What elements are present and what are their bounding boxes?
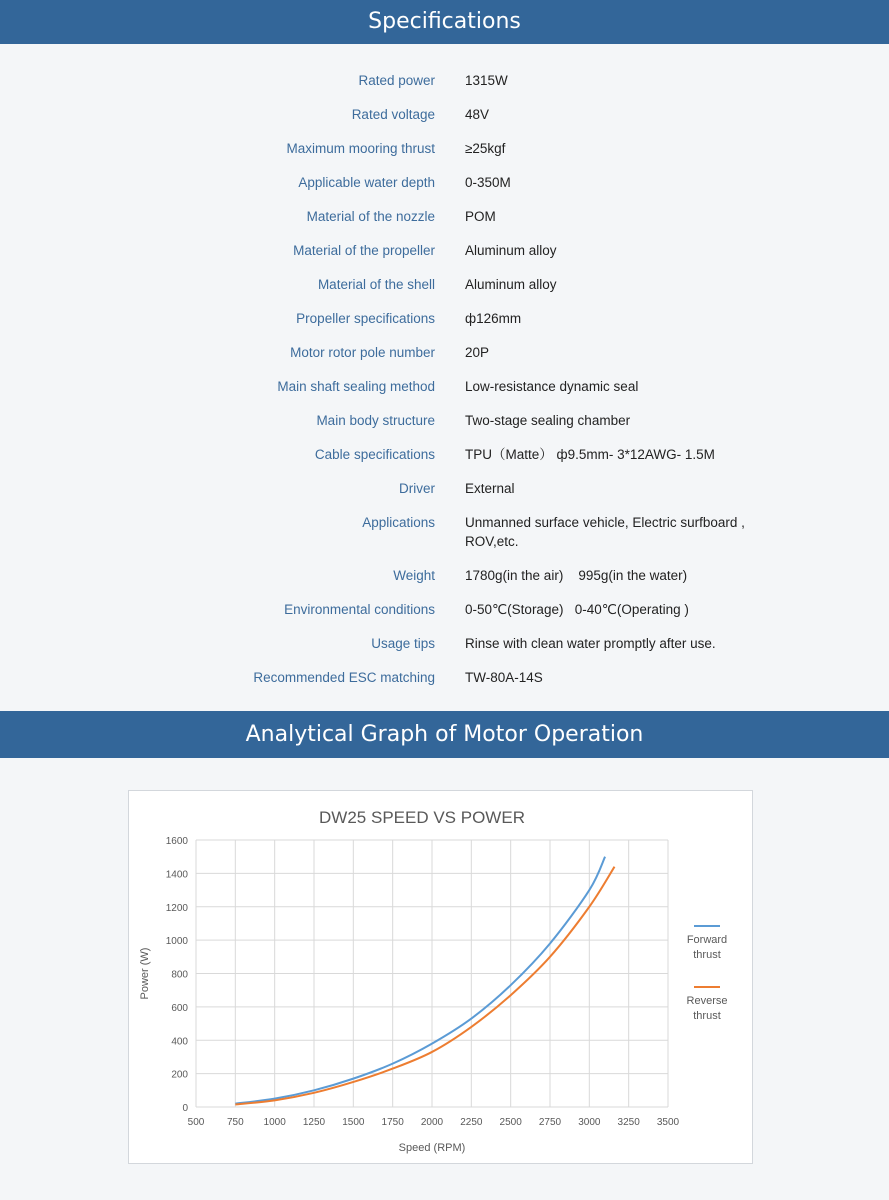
- x-tick-label: 1000: [263, 1117, 286, 1128]
- spec-value: 1315W: [465, 73, 508, 88]
- spec-value: 48V: [465, 107, 490, 122]
- spec-label: Recommended ESC matching: [253, 670, 435, 685]
- spec-label: Weight: [393, 568, 435, 583]
- spec-label: Main shaft sealing method: [277, 379, 435, 394]
- specifications-header: [0, 0, 889, 44]
- spec-value: POM: [465, 209, 496, 224]
- chart-title: DW25 SPEED VS POWER: [319, 808, 525, 827]
- spec-label: Rated power: [358, 73, 435, 88]
- spec-value: Aluminum alloy: [465, 277, 557, 292]
- speed-power-chart: [129, 791, 752, 1163]
- x-axis-title: Speed (RPM): [398, 1142, 466, 1154]
- spec-value: TPU（Matte） ф9.5mm- 3*12AWG- 1.5M: [465, 447, 715, 462]
- specifications-title: Specifications: [368, 9, 521, 34]
- spec-label: Propeller specifications: [296, 311, 435, 326]
- spec-label: Applicable water depth: [298, 175, 435, 190]
- y-tick-label: 0: [182, 1103, 188, 1114]
- y-tick-label: 1400: [165, 869, 188, 881]
- spec-label: Material of the shell: [317, 277, 435, 292]
- x-tick-label: 1500: [342, 1117, 365, 1128]
- legend-label: thrust: [693, 1010, 721, 1022]
- spec-label: Motor rotor pole number: [290, 345, 435, 360]
- x-tick-label: 500: [187, 1117, 205, 1128]
- spec-value: Two-stage sealing chamber: [465, 413, 631, 428]
- x-tick-label: 2750: [538, 1117, 562, 1128]
- y-axis-title: Power (W): [139, 947, 151, 1000]
- spec-label: Usage tips: [371, 636, 435, 651]
- x-tick-label: 1750: [381, 1117, 404, 1128]
- x-tick-label: 2000: [420, 1117, 444, 1128]
- spec-label: Applications: [362, 515, 435, 530]
- spec-value: Rinse with clean water promptly after use.: [465, 636, 716, 651]
- chart-frame: [128, 790, 753, 1164]
- y-tick-label: 200: [171, 1069, 188, 1081]
- x-tick-label: 3500: [656, 1117, 680, 1128]
- spec-value: 0-350M: [465, 175, 511, 190]
- x-tick-label: 3000: [578, 1117, 601, 1128]
- spec-label: Material of the propeller: [293, 243, 435, 258]
- spec-label: Rated voltage: [351, 107, 435, 122]
- x-tick-label: 750: [226, 1117, 244, 1128]
- legend-label: Reverse: [686, 995, 728, 1007]
- graph-title: Analytical Graph of Motor Operation: [245, 722, 644, 747]
- y-tick-label: 800: [171, 969, 188, 981]
- graph-header: [0, 711, 889, 758]
- spec-value: 20P: [465, 345, 490, 360]
- y-tick-label: 400: [171, 1036, 188, 1048]
- spec-value: TW-80A-14S: [465, 670, 543, 685]
- spec-label: Cable specifications: [314, 447, 435, 462]
- x-tick-label: 2500: [499, 1117, 522, 1128]
- y-tick-label: 1000: [165, 936, 188, 948]
- x-tick-label: 1250: [302, 1117, 326, 1128]
- spec-label: Maximum mooring thrust: [286, 141, 435, 156]
- spec-label: Main body structure: [316, 413, 435, 428]
- legend-label: thrust: [693, 949, 721, 961]
- spec-value: ≥25kgf: [465, 141, 506, 156]
- spec-value: External: [465, 481, 515, 496]
- y-tick-label: 1600: [165, 836, 188, 847]
- y-tick-label: 1200: [165, 902, 188, 914]
- spec-value: 1780g(in the air) 995g(in the water): [465, 568, 688, 583]
- legend-label: Forward: [686, 934, 728, 946]
- spec-value: Aluminum alloy: [465, 243, 557, 258]
- spec-label: Material of the nozzle: [306, 209, 435, 224]
- spec-value: Low-resistance dynamic seal: [465, 379, 639, 394]
- spec-label: Driver: [399, 481, 435, 496]
- spec-label: Environmental conditions: [284, 602, 435, 617]
- spec-value: Unmanned surface vehicle, Electric surfboard , ROV,etc.: [465, 515, 749, 549]
- x-tick-label: 3250: [617, 1117, 640, 1128]
- y-tick-label: 600: [171, 1002, 188, 1014]
- spec-value: ф126mm: [465, 311, 522, 326]
- spec-value: 0-50℃(Storage) 0-40℃(Operating ): [465, 602, 689, 617]
- series-line-reverse: [235, 867, 614, 1105]
- x-tick-label: 2250: [460, 1117, 483, 1128]
